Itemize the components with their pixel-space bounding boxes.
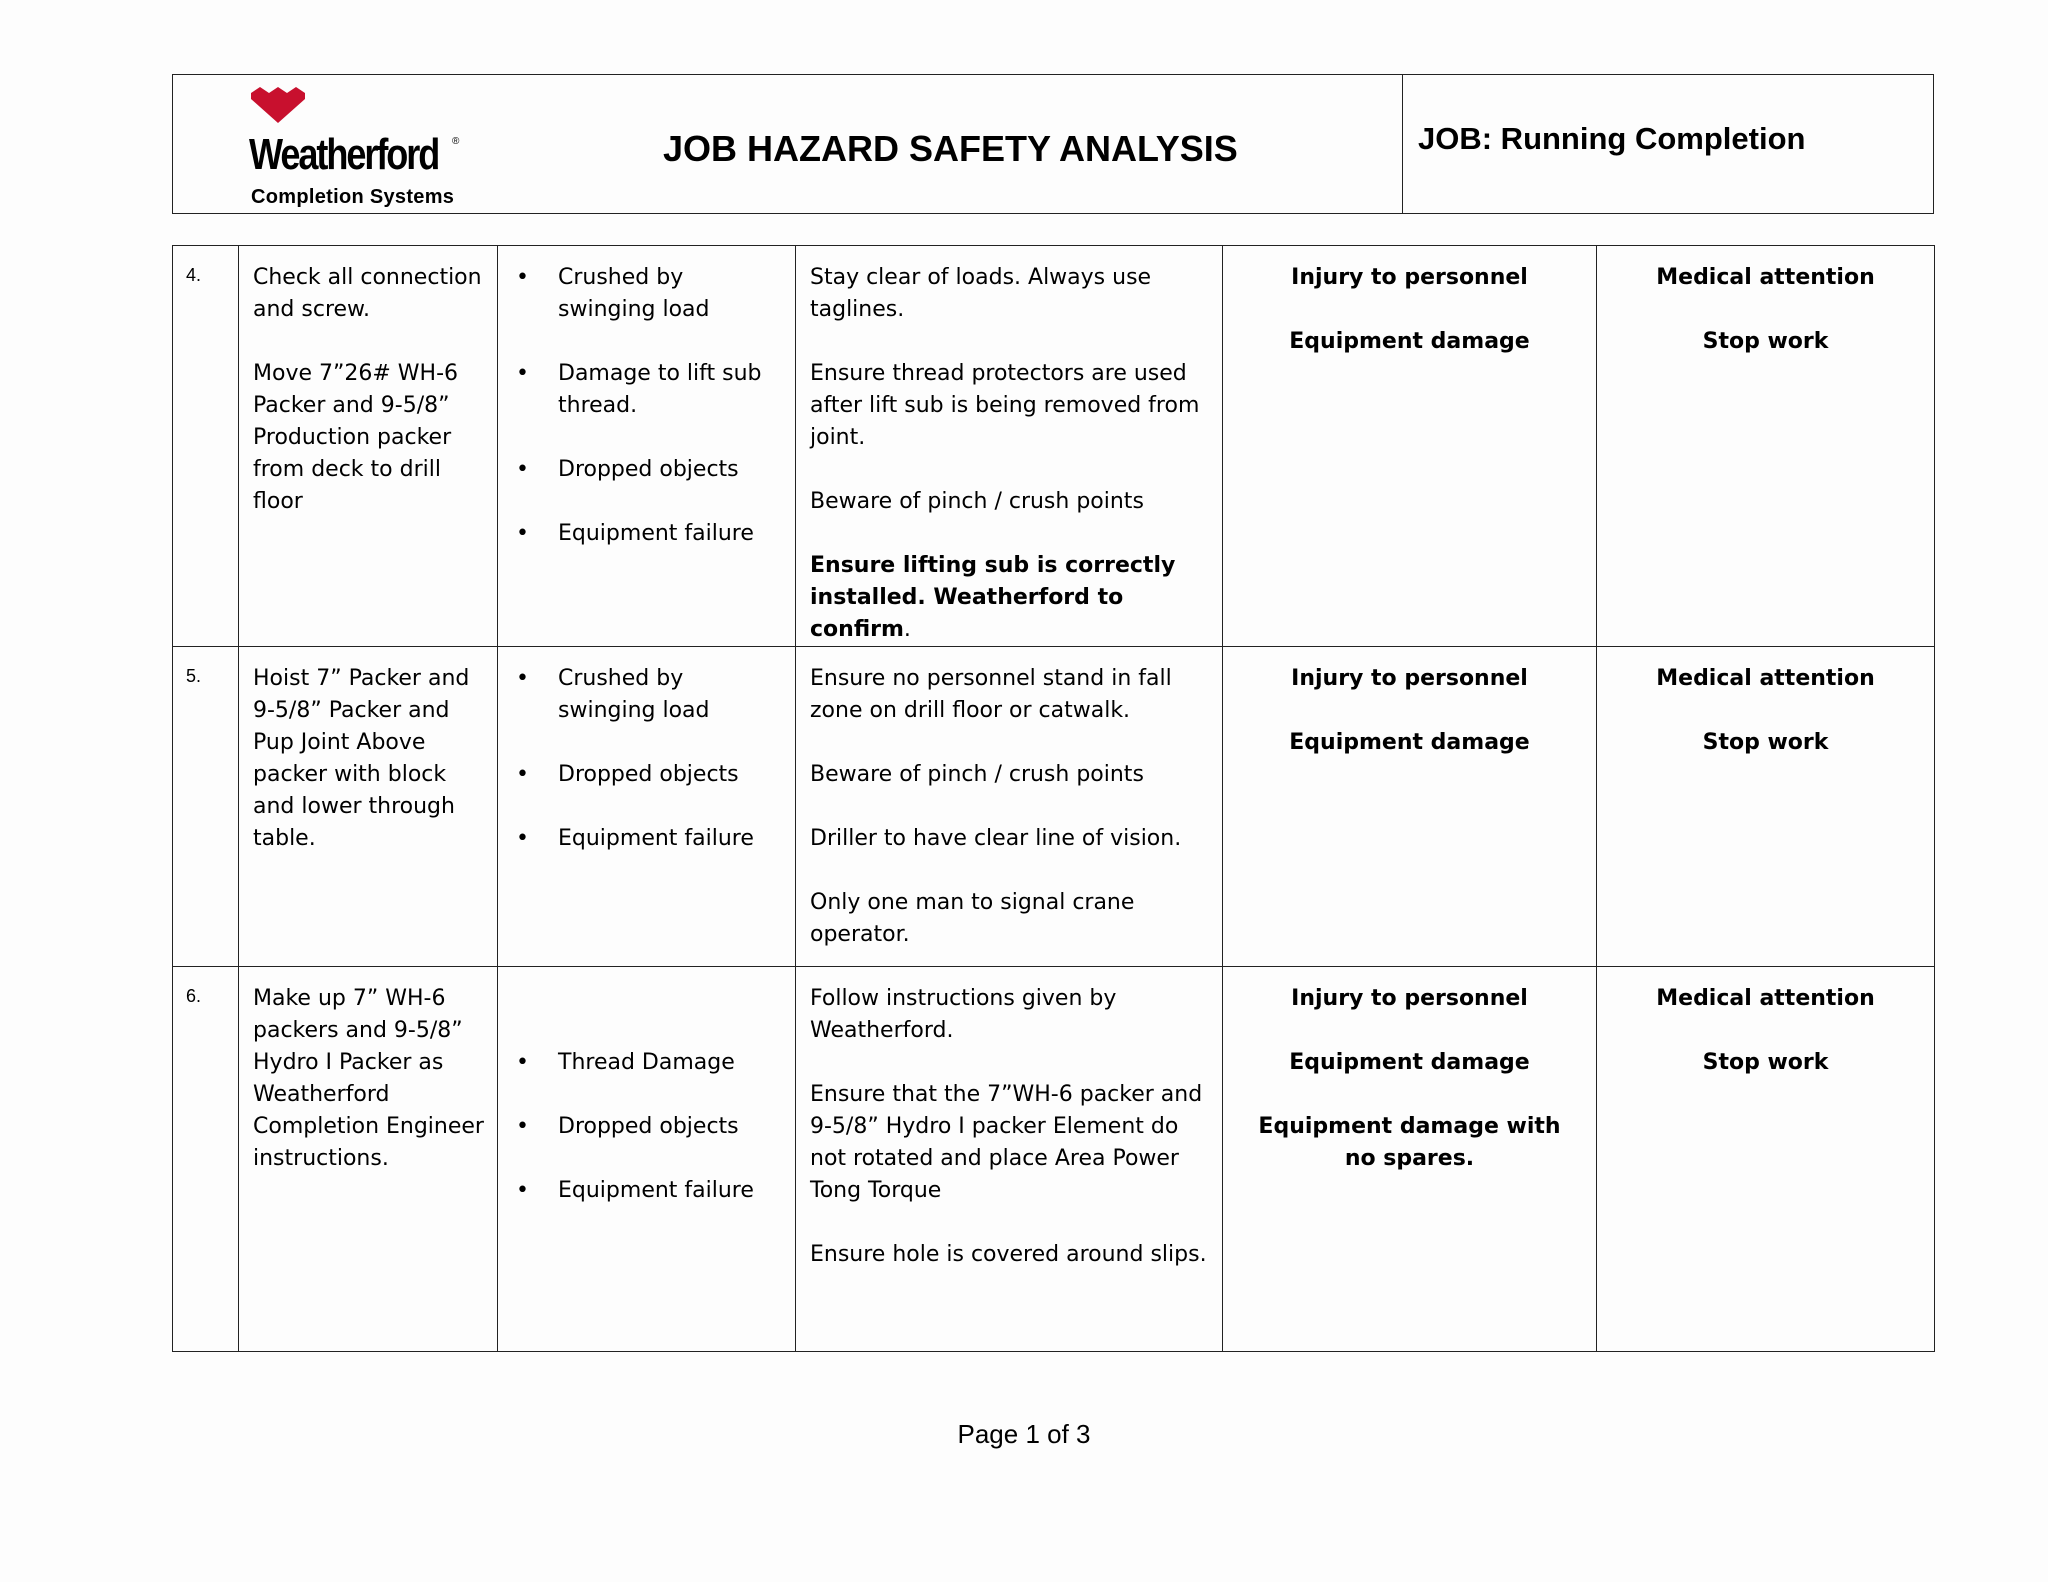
control-measure: Only one man to signal crane operator.	[810, 890, 1135, 947]
consequence-item: Equipment damage	[1289, 329, 1530, 354]
step-number: 4.	[186, 265, 202, 285]
control-measure: Ensure thread protectors are used after lift sub is being removed from joint.	[810, 361, 1200, 450]
hazard-item: • Dropped objects	[498, 454, 785, 486]
actions-cell	[1597, 647, 1935, 967]
hazards-cell	[498, 967, 796, 1352]
step-number-cell	[173, 647, 239, 967]
hazard-item: • Dropped objects	[498, 759, 785, 791]
action-item: Medical attention	[1656, 986, 1875, 1011]
control-measure: Driller to have clear line of vision.	[810, 826, 1182, 851]
task-cell	[239, 647, 498, 967]
consequence-item: Injury to personnel	[1291, 986, 1528, 1011]
job-title: JOB: Running Completion	[1418, 121, 1806, 156]
hazard-item: • Equipment failure	[498, 518, 785, 550]
control-bold-end: .	[903, 617, 911, 642]
controls-cell	[796, 647, 1223, 967]
hazards-cell	[498, 246, 796, 647]
step-number: 6.	[186, 986, 202, 1006]
control-measure-emphasis	[810, 550, 1210, 646]
step-number: 5.	[186, 666, 202, 686]
action-item: Stop work	[1702, 329, 1829, 354]
table-row	[173, 967, 1935, 1352]
actions-cell	[1597, 246, 1935, 647]
logo-registered-mark: ®	[452, 136, 460, 147]
weatherford-logo	[249, 85, 509, 208]
hazard-item: • Equipment failure	[498, 1175, 785, 1207]
task-text: Move 7”26# WH-6 Packer and 9-5/8” Production packer from deck to drill floor	[253, 361, 459, 514]
task-text: Make up 7” WH-6 packers and 9-5/8” Hydro I Packer as Weatherford Completion Engineer instructions.	[253, 986, 484, 1171]
control-measure: Ensure hole is covered around slips.	[810, 1242, 1207, 1267]
task-text: Hoist 7” Packer and 9-5/8” Packer and Pup Joint Above packer with block and lower through table.	[253, 666, 470, 851]
document-header	[172, 74, 1934, 214]
consequences-cell	[1223, 246, 1597, 647]
hazard-item: • Dropped objects	[498, 1111, 785, 1143]
hazard-item: • Thread Damage	[498, 1047, 785, 1079]
consequence-item: Injury to personnel	[1291, 265, 1528, 290]
control-measure: Ensure no personnel stand in fall zone on drill floor or catwalk.	[810, 666, 1172, 723]
consequence-item: Equipment damage with no spares.	[1258, 1114, 1561, 1171]
consequences-cell	[1223, 647, 1597, 967]
control-measure: Stay clear of loads. Always use taglines.	[810, 265, 1152, 322]
logo-wordmark: Weatherford	[249, 130, 439, 179]
consequences-cell	[1223, 967, 1597, 1352]
step-number-cell	[173, 967, 239, 1352]
logo-subtitle: Completion Systems	[251, 186, 455, 208]
control-measure: Beware of pinch / crush points	[810, 489, 1144, 514]
table-row	[173, 647, 1935, 967]
controls-cell	[796, 246, 1223, 647]
controls-cell	[796, 967, 1223, 1352]
page-number: Page 1 of 3	[957, 1419, 1091, 1449]
weatherford-w-icon	[249, 85, 307, 125]
control-measure: Ensure that the 7”WH-6 packer and 9-5/8” Hydro I packer Element do not rotated and place Area Power Tong Torque	[810, 1082, 1203, 1203]
actions-cell	[1597, 967, 1935, 1352]
task-cell	[239, 967, 498, 1352]
consequence-item: Equipment damage	[1289, 730, 1530, 755]
action-item: Stop work	[1702, 730, 1829, 755]
hazard-item: • Crushed by swinging load	[498, 262, 785, 326]
step-number-cell	[173, 246, 239, 647]
action-item: Medical attention	[1656, 666, 1875, 691]
action-item: Stop work	[1702, 1050, 1829, 1075]
consequence-item: Injury to personnel	[1291, 666, 1528, 691]
hazard-item: • Crushed by swinging load	[498, 663, 785, 727]
hazard-table	[172, 245, 1935, 1352]
task-text: Check all connection and screw.	[253, 265, 482, 322]
control-measure: Follow instructions given by Weatherford.	[810, 986, 1117, 1043]
table-row	[173, 246, 1935, 647]
hazard-item: • Damage to lift sub thread.	[498, 358, 785, 422]
consequence-item: Equipment damage	[1289, 1050, 1530, 1075]
header-divider	[1402, 75, 1403, 213]
hazards-cell	[498, 647, 796, 967]
hazard-item: • Equipment failure	[498, 823, 785, 855]
control-measure: Beware of pinch / crush points	[810, 762, 1144, 787]
task-cell	[239, 246, 498, 647]
document-title: JOB HAZARD SAFETY ANALYSIS	[663, 128, 1238, 169]
control-bold-text: Ensure lifting sub is correctly installed. Weatherford to confirm	[810, 553, 1176, 642]
action-item: Medical attention	[1656, 265, 1875, 290]
